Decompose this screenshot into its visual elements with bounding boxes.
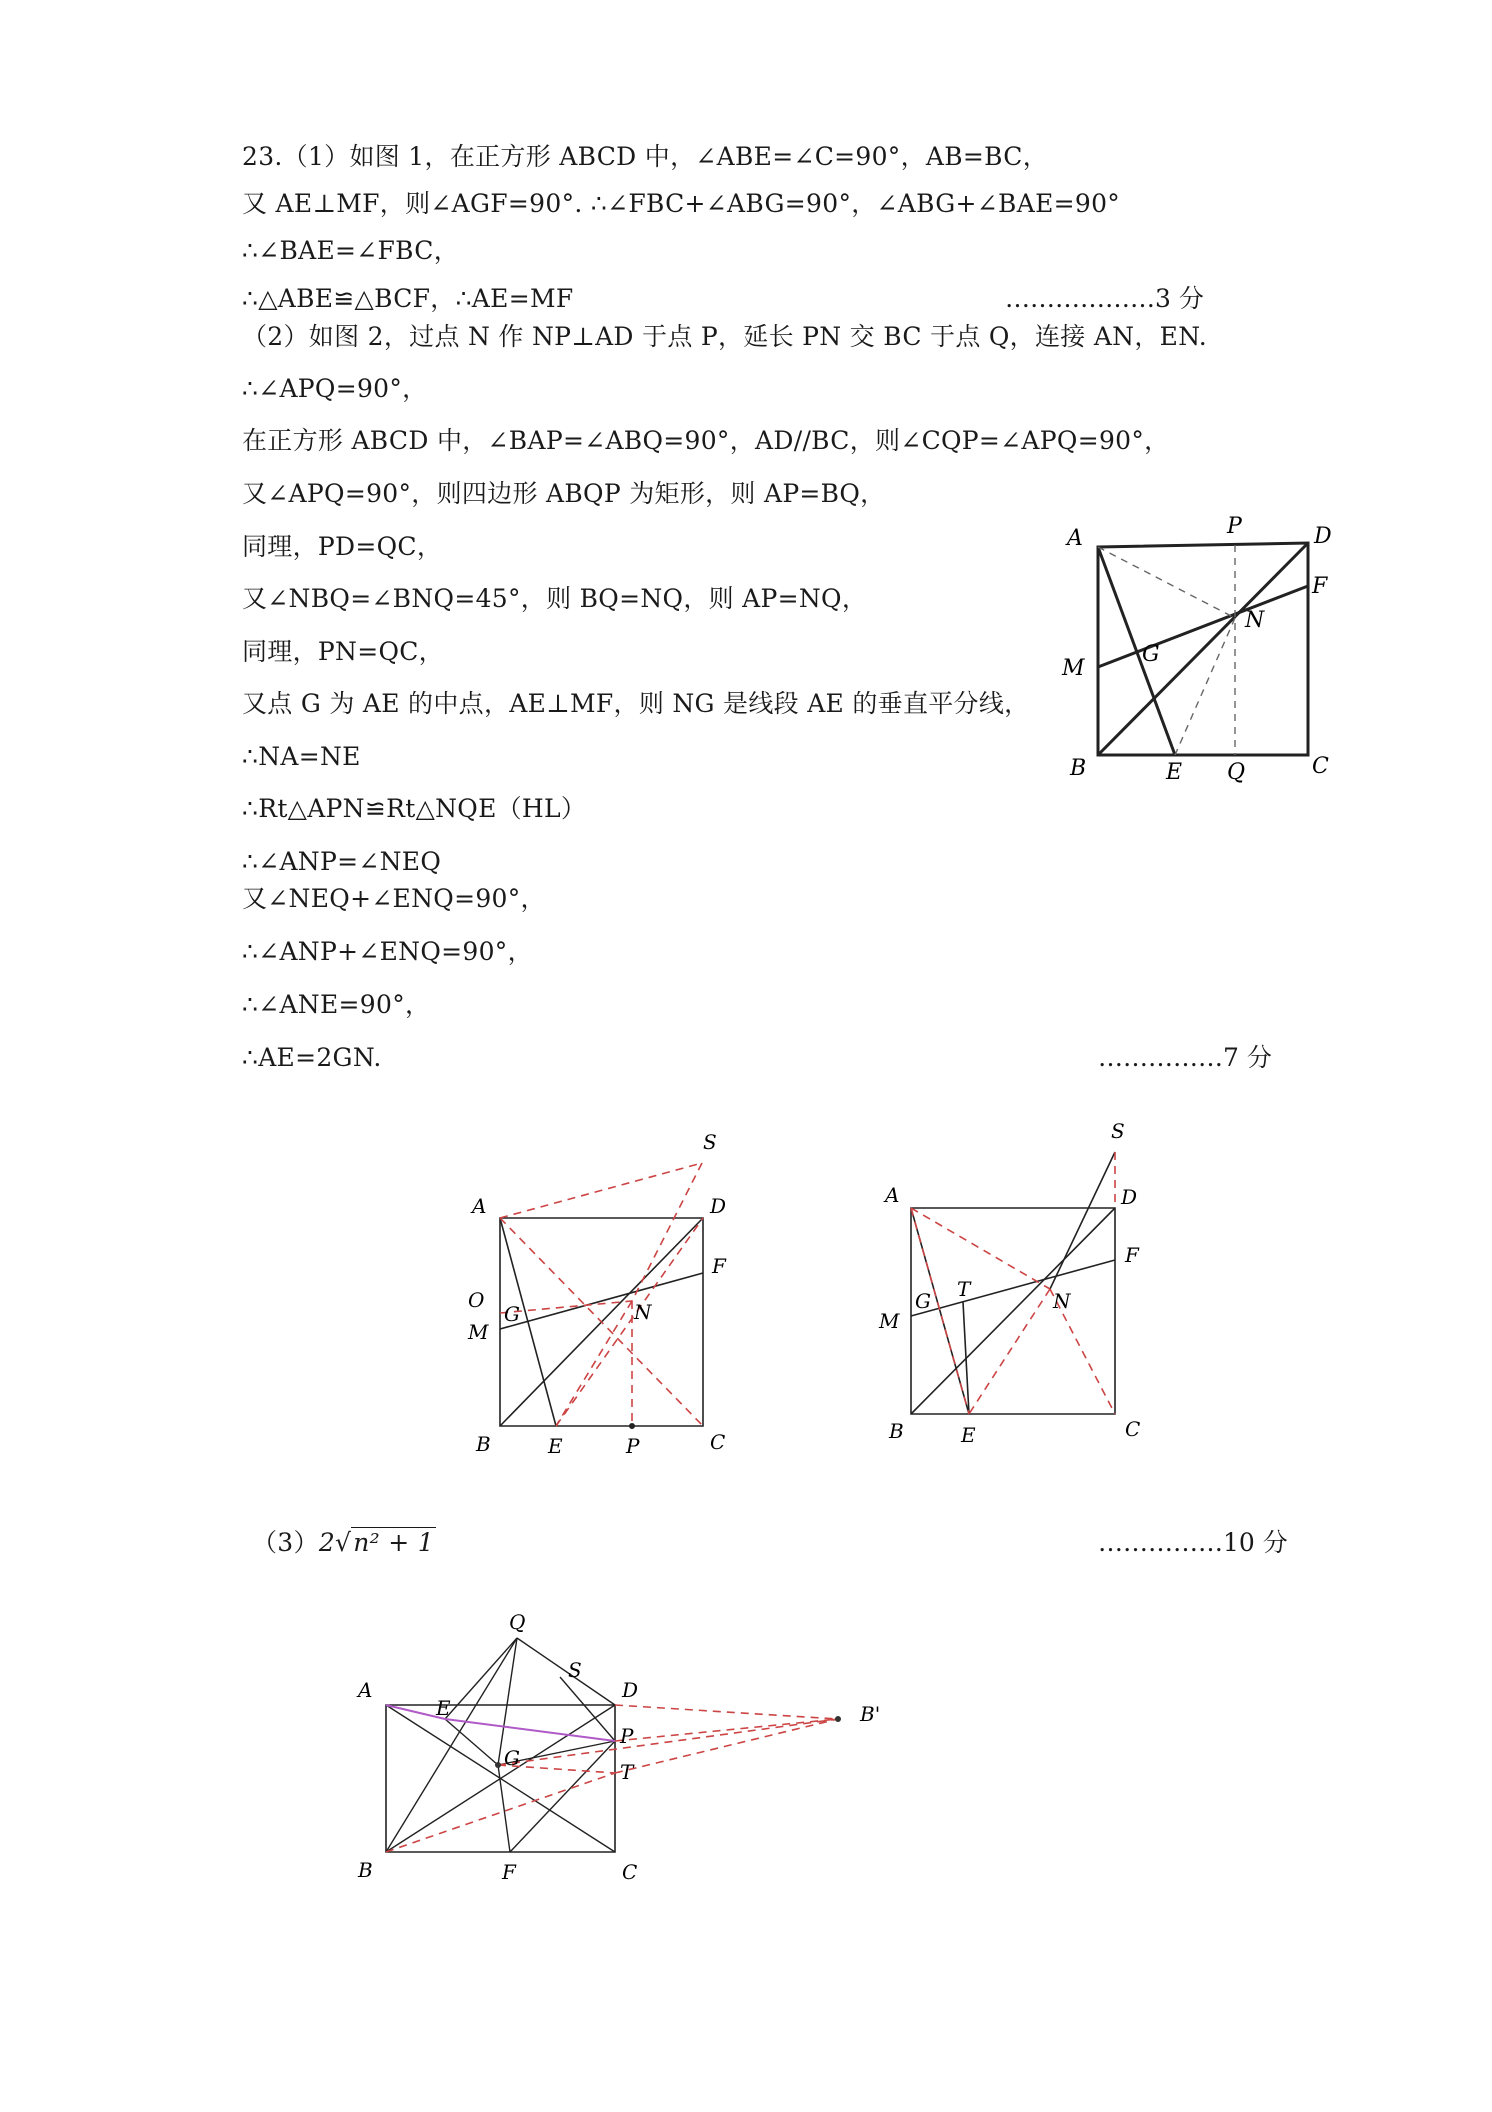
fig4-line-gf bbox=[498, 1765, 510, 1852]
fig3-label-d: D bbox=[1121, 1185, 1138, 1209]
fig1-label-m: M bbox=[1062, 656, 1085, 681]
fig4-line-db2 bbox=[615, 1705, 838, 1719]
fig4-label-g: G bbox=[504, 1746, 520, 1770]
fig2-label-s: S bbox=[703, 1130, 717, 1154]
fig4-label-f: F bbox=[502, 1860, 516, 1884]
fig2-line-ed bbox=[556, 1218, 703, 1426]
fig2-line-mf bbox=[500, 1273, 703, 1329]
fig2-label-d: D bbox=[710, 1194, 727, 1218]
fig3-label-f: F bbox=[1125, 1243, 1139, 1267]
fig1-label-n: N bbox=[1245, 608, 1265, 633]
fig1-diagonal-bd bbox=[1098, 543, 1308, 755]
fig4-line-gb2 bbox=[498, 1719, 838, 1765]
figure-1 bbox=[1050, 514, 1332, 785]
fig3-line-an bbox=[911, 1208, 1050, 1289]
fig2-label-o: O bbox=[468, 1288, 485, 1312]
fig4-point-g bbox=[495, 1762, 501, 1768]
fig1-label-f: F bbox=[1312, 574, 1328, 599]
solution-line-19: ∴AE=2GN. bbox=[242, 1043, 382, 1072]
fig3-line-mf bbox=[911, 1260, 1115, 1316]
fig4-line-tb2 bbox=[615, 1719, 838, 1773]
solution-line-12: 又点 G 为 AE 的中点，AE⊥MF，则 NG 是线段 AE 的垂直平分线， bbox=[242, 689, 1030, 718]
solution-line-5: （2）如图 2，过点 N 作 NP⊥AD 于点 P，延长 PN 交 BC 于点 Q，连接 AN，EN. bbox=[242, 322, 1208, 351]
fig4-line-pb2 bbox=[615, 1719, 838, 1741]
figure-2 bbox=[460, 1125, 727, 1458]
fig2-label-m: M bbox=[468, 1320, 489, 1344]
solution-line-2: 又 AE⊥MF，则∠AGF=90°. ∴∠FBC+∠ABG=90°，∠ABG+∠BAE=90° bbox=[242, 189, 1121, 218]
fig3-label-n: N bbox=[1053, 1289, 1071, 1313]
fig2-line-sn bbox=[632, 1163, 702, 1301]
solution-line-3: ∴∠BAE=∠FBC， bbox=[242, 236, 460, 265]
solution-line-11: 同理，PN=QC， bbox=[242, 637, 444, 666]
solution-line-8: 又∠APQ=90°，则四边形 ABQP 为矩形，则 AP=BQ， bbox=[242, 479, 886, 508]
part3-radicand: n² + 1 bbox=[353, 1528, 434, 1557]
solution-line-9: 同理，PD=QC， bbox=[242, 532, 443, 561]
fig1-label-g: G bbox=[1142, 642, 1160, 667]
fig4-line-fp bbox=[510, 1741, 615, 1852]
solution-line-1: 23.（1）如图 1，在正方形 ABCD 中，∠ABE=∠C=90°，AB=BC， bbox=[242, 142, 1049, 171]
fig3-label-e: E bbox=[961, 1423, 976, 1447]
fig4-point-b2 bbox=[835, 1716, 841, 1722]
fig4-line-qd bbox=[517, 1638, 615, 1705]
fig2-label-n: N bbox=[634, 1300, 652, 1324]
fig4-label-t: T bbox=[620, 1760, 634, 1784]
fig1-label-p: P bbox=[1227, 514, 1242, 539]
sqrt-symbol: √ bbox=[335, 1528, 352, 1557]
fig2-label-f: F bbox=[712, 1254, 726, 1278]
fig2-label-g: G bbox=[504, 1302, 520, 1326]
fig4-label-p: P bbox=[620, 1724, 634, 1748]
fig2-line-ne bbox=[556, 1301, 632, 1426]
fig2-label-b: B bbox=[476, 1432, 491, 1456]
fig1-label-e: E bbox=[1166, 760, 1183, 785]
score-part1: ………………3 分 bbox=[1005, 284, 1204, 313]
fig4-label-e: E bbox=[436, 1696, 451, 1720]
solution-line-4: ∴△ABE≌△BCF，∴AE=MF bbox=[242, 284, 574, 313]
fig3-label-a: A bbox=[885, 1183, 900, 1207]
fig3-diagonal bbox=[911, 1208, 1115, 1414]
fig2-point-p bbox=[629, 1423, 635, 1429]
fig4-label-c: C bbox=[622, 1860, 638, 1884]
solution-line-18: ∴∠ANE=90°， bbox=[242, 990, 431, 1019]
fig3-line-ne bbox=[969, 1289, 1050, 1414]
score-part2: ……………7 分 bbox=[1098, 1043, 1272, 1072]
fig1-label-d: D bbox=[1314, 524, 1332, 549]
fig1-line-mf bbox=[1098, 586, 1308, 667]
part3-label: （3） bbox=[252, 1528, 319, 1557]
solution-line-14: ∴Rt△APN≌Rt△NQE（HL） bbox=[242, 794, 587, 823]
fig4-label-q: Q bbox=[509, 1610, 526, 1634]
fig3-label-g: G bbox=[915, 1289, 931, 1313]
fig1-label-b: B bbox=[1070, 756, 1087, 781]
fig2-label-c: C bbox=[710, 1430, 726, 1454]
fig2-label-a: A bbox=[472, 1194, 487, 1218]
part3-coef: 2 bbox=[318, 1528, 336, 1557]
figure-3 bbox=[875, 1119, 1141, 1450]
fig4-label-b: B bbox=[358, 1858, 373, 1882]
fig3-label-t: T bbox=[957, 1277, 971, 1301]
fig4-line-ep bbox=[445, 1719, 615, 1741]
figure-4 bbox=[350, 1610, 910, 1895]
solution-line-6: ∴∠APQ=90°， bbox=[242, 374, 428, 403]
fig2-line-as bbox=[500, 1163, 702, 1218]
solution-line-7: 在正方形 ABCD 中，∠BAP=∠ABQ=90°，AD//BC，则∠CQP=∠APQ=90°， bbox=[242, 426, 1170, 455]
solution-line-13: ∴NA=NE bbox=[242, 742, 361, 771]
fig4-label-b-prime: B' bbox=[860, 1702, 881, 1726]
fig1-label-q: Q bbox=[1227, 760, 1246, 785]
fig1-line-an bbox=[1098, 547, 1235, 618]
fig2-label-e: E bbox=[548, 1434, 563, 1458]
part3-answer bbox=[252, 1526, 436, 1560]
fig3-label-b: B bbox=[889, 1419, 904, 1443]
solution-line-16: 又∠NEQ+∠ENQ=90°， bbox=[242, 884, 546, 913]
solution-line-10: 又∠NBQ=∠BNQ=45°，则 BQ=NQ，则 AP=NQ， bbox=[242, 584, 868, 613]
fig4-label-d: D bbox=[622, 1678, 639, 1702]
fig1-label-c: C bbox=[1312, 754, 1329, 779]
fig4-line-bq bbox=[386, 1638, 517, 1852]
fig3-label-s: S bbox=[1111, 1119, 1125, 1143]
fig4-label-s: S bbox=[568, 1658, 582, 1682]
fig3-label-m: M bbox=[879, 1309, 900, 1333]
score-part3: ……………10 分 bbox=[1098, 1528, 1288, 1557]
fig3-label-c: C bbox=[1125, 1417, 1141, 1441]
fig4-label-a: A bbox=[358, 1678, 373, 1702]
fig2-label-p: P bbox=[626, 1434, 640, 1458]
fig1-line-en bbox=[1175, 618, 1235, 755]
fig1-label-a: A bbox=[1067, 526, 1083, 551]
solution-line-17: ∴∠ANP+∠ENQ=90°， bbox=[242, 937, 533, 966]
solution-line-15: ∴∠ANP=∠NEQ bbox=[242, 847, 442, 876]
